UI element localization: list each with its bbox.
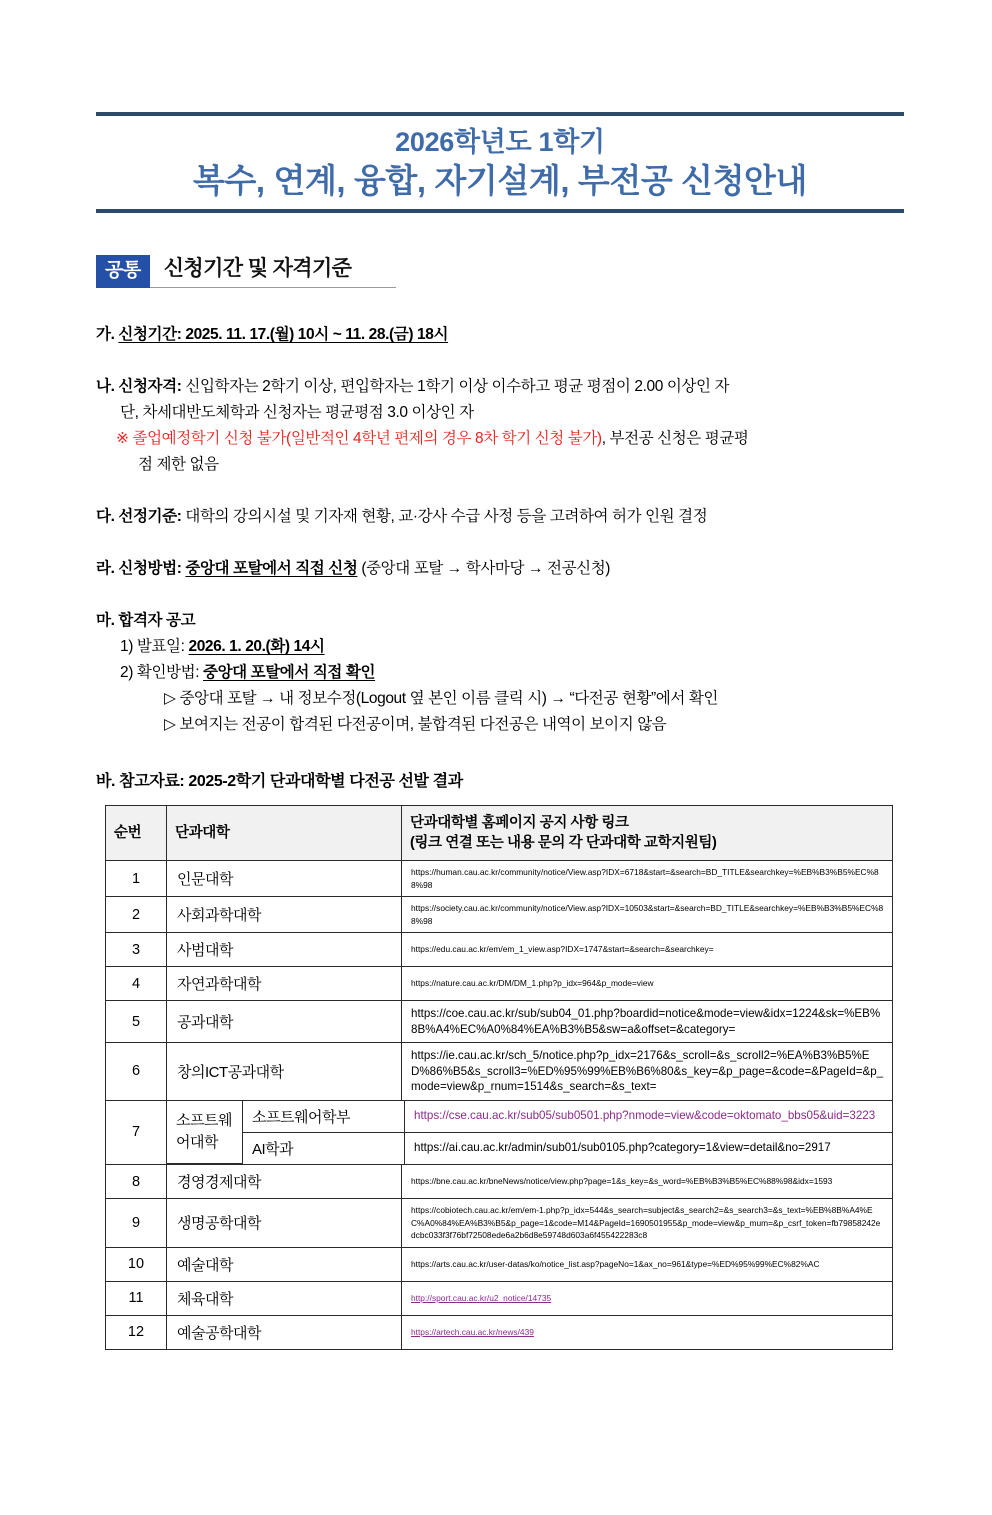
cell-no: 2	[106, 897, 167, 933]
item-f-text: 2025-2학기 단과대학별 다전공 선발 결과	[188, 773, 463, 790]
item-d-rest: (중앙대 포탈 → 학사마당 → 전공신청)	[361, 560, 611, 577]
table-row	[106, 1315, 893, 1349]
cell-college: 사회과학대학	[167, 897, 402, 933]
cell-department: 소프트웨어학부	[243, 1101, 405, 1133]
item-b-marker: 나.	[96, 378, 115, 395]
cell-no: 9	[106, 1199, 167, 1248]
cell-link[interactable]	[405, 1132, 893, 1164]
item-e-bullet-2	[96, 712, 904, 738]
table-row	[106, 933, 893, 967]
item-d-marker: 라.	[96, 560, 115, 577]
cell-college: 예술공학대학	[167, 1315, 402, 1349]
table-row	[106, 1199, 893, 1248]
item-e-bullet-2-text: 보여지는 전공이 합격된 다전공이며, 불합격된 다전공은 내역이 보이지 않음	[179, 716, 667, 733]
section-badge: 공통	[96, 255, 150, 288]
item-e-sub-2	[96, 660, 904, 686]
cell-no: 4	[106, 967, 167, 1001]
item-a-marker: 가.	[96, 326, 115, 343]
cell-link[interactable]	[402, 933, 893, 967]
item-b	[96, 374, 904, 478]
title-line-2: 복수, 연계, 융합, 자기설계, 부전공 신청안내	[192, 162, 808, 199]
table-header-row	[106, 806, 893, 861]
subtable-row	[167, 1101, 892, 1133]
item-b-line-1	[96, 374, 904, 400]
item-b-note-marker: ※	[116, 430, 129, 447]
cell-college: 예술대학	[167, 1247, 402, 1281]
table-row	[106, 1165, 893, 1199]
table-row	[106, 861, 893, 897]
item-b-label: 신청자격:	[118, 378, 182, 395]
software-college-subtable	[167, 1101, 892, 1165]
cell-no: 1	[106, 861, 167, 897]
cell-no: 6	[106, 1043, 167, 1101]
cell-link[interactable]	[405, 1101, 893, 1133]
item-f-label: 참고자료:	[119, 773, 185, 790]
table-row	[106, 1100, 893, 1165]
title-line-1: 2026학년도 1학기	[395, 127, 605, 157]
cell-college: 경영경제대학	[167, 1165, 402, 1199]
college-links-table	[105, 805, 893, 1350]
item-e-sub-2-marker: 2)	[120, 664, 133, 681]
title-rule-bottom	[96, 209, 904, 213]
item-d-underlined: 중앙대 포탈에서 직접 신청	[185, 560, 358, 577]
cell-college-line-2: 어대학	[176, 1133, 218, 1151]
cell-college: 자연과학대학	[167, 967, 402, 1001]
cell-no: 5	[106, 1001, 167, 1043]
item-e-marker: 마.	[96, 612, 115, 629]
cell-link[interactable]	[402, 861, 893, 897]
col-header-link	[402, 806, 893, 861]
item-e	[96, 608, 904, 738]
triangle-bullet-icon-1: ▷	[164, 690, 176, 707]
item-e-sub-1	[96, 634, 904, 660]
col-header-link-line-2: (링크 연결 또는 내용 문의 각 단과대학 교학지원팀)	[410, 835, 717, 851]
table-row	[106, 1281, 893, 1315]
link-text[interactable]: https://cobiotech.cau.ac.kr/em/em-1.php?p_idx=544&s_search=subject&s_search2=&s_search3=&s_text=%EB%8B%A4%EC%A0%84%EA%B3%B5&p_page=1&code=M14&PageId=1690501955&p_mode=view&p_mum=&p_csrf_token=fb79858242edcbc033f3f76bf72508ede6a2b6d8e59748d603a6f455422283c8	[411, 1205, 881, 1240]
item-b-text-1: 신입학자는 2학기 이상, 편입학자는 1학기 이상 이수하고 평균 평점이 2.00 이상인 자	[185, 378, 730, 395]
cell-college: 생명공학대학	[167, 1199, 402, 1248]
item-d-label: 신청방법:	[118, 560, 182, 577]
link-text[interactable]: https://ai.cau.ac.kr/admin/sub01/sub0105.php?category=1&view=detail&no=2917	[414, 1141, 831, 1155]
item-b-note	[96, 426, 904, 452]
item-e-label: 합격자 공고	[118, 612, 196, 629]
table-row	[106, 1247, 893, 1281]
cell-link[interactable]	[402, 1281, 893, 1315]
cell-college-line-1: 소프트웨	[176, 1111, 232, 1129]
item-c	[96, 504, 904, 530]
cell-no: 11	[106, 1281, 167, 1315]
item-b-note-rest: , 부전공 신청은 평균평	[601, 430, 749, 447]
link-text[interactable]: https://bne.cau.ac.kr/bneNews/notice/view.php?page=1&s_key=&s_word=%EB%B3%B5%EC%88%98&idx=1593	[411, 1176, 833, 1187]
item-e-bullet-1	[96, 686, 904, 712]
col-header-link-line-1: 단과대학별 홈페이지 공지 사항 링크	[410, 815, 629, 831]
table-head	[106, 806, 893, 861]
cell-no: 3	[106, 933, 167, 967]
cell-link[interactable]	[402, 1315, 893, 1349]
link-text[interactable]: https://coe.cau.ac.kr/sub/sub04_01.php?boardid=notice&mode=view&idx=1224&sk=%EB%8B%A4%EC%A0%84%EA%B3%B5&sw=a&offset=&category=	[411, 1007, 881, 1036]
item-a	[96, 322, 904, 348]
cell-college: 사범대학	[167, 933, 402, 967]
table-row	[106, 1001, 893, 1043]
item-e-sub-1-label: 발표일:	[136, 638, 185, 655]
cell-college: 체육대학	[167, 1281, 402, 1315]
item-e-sub-2-label: 확인방법:	[136, 664, 200, 681]
item-c-label: 선정기준:	[118, 508, 182, 525]
cell-no: 12	[106, 1315, 167, 1349]
col-header-college: 단과대학	[167, 806, 402, 861]
cell-college: 창의ICT공과대학	[167, 1043, 402, 1101]
section-header	[96, 255, 396, 288]
link-text[interactable]: https://artech.cau.ac.kr/news/439	[411, 1326, 534, 1337]
item-c-marker: 다.	[96, 508, 115, 525]
cell-college: 인문대학	[167, 861, 402, 897]
cell-link[interactable]	[402, 1165, 893, 1199]
item-b-note-rest-2: 점 제한 없음	[138, 456, 219, 473]
col-header-no: 순번	[106, 806, 167, 861]
item-e-sub-1-value: 2026. 1. 20.(화) 14시	[188, 638, 325, 655]
link-text[interactable]: https://nature.cau.ac.kr/DM/DM_1.php?p_idx=964&p_mode=view	[411, 978, 654, 989]
cell-link[interactable]	[402, 1043, 893, 1101]
cell-no: 7	[106, 1100, 167, 1165]
table-row	[106, 897, 893, 933]
item-e-head	[96, 608, 904, 634]
cell-college	[167, 1101, 243, 1164]
table-body	[106, 861, 893, 1350]
item-a-label: 신청기간: 2025. 11. 17.(월) 10시 ~ 11. 28.(금) 18시	[118, 326, 449, 343]
cell-no: 8	[106, 1165, 167, 1199]
cell-link[interactable]	[402, 967, 893, 1001]
link-text[interactable]: http://sport.cau.ac.kr/u2_notice/14735	[411, 1292, 552, 1303]
item-b-line-2: 단, 차세대반도체학과 신청자는 평균평점 3.0 이상인 자	[120, 404, 474, 421]
item-e-sub-2-value: 중앙대 포탈에서 직접 확인	[203, 664, 376, 681]
cell-no: 10	[106, 1247, 167, 1281]
cell-department: AI학과	[243, 1132, 405, 1164]
link-text[interactable]: https://ie.cau.ac.kr/sch_5/notice.php?p_idx=2176&s_scroll=&s_scroll2=%EA%B3%B5%ED%86%B5&s_scroll3=%ED%95%99%EB%B6%80&s_key=&p_page=&code=&PageId=&p_mode=view&p_rnum=1514&s_search=&s_text=	[411, 1049, 884, 1093]
item-f-marker: 바.	[96, 773, 116, 790]
cell-link[interactable]	[402, 897, 893, 933]
section-title-wrap	[150, 257, 396, 288]
cell-college-split	[167, 1100, 893, 1165]
link-text[interactable]: https://human.cau.ac.kr/community/notice/View.asp?IDX=6718&start=&search=BD_TITLE&searchkey=%EB%B3%B5%EC%88%98	[411, 867, 879, 890]
item-d	[96, 556, 904, 582]
body-content	[96, 322, 904, 738]
section-title: 신청기간 및 자격기준	[163, 257, 352, 280]
link-text[interactable]: https://society.cau.ac.kr/community/notice/View.asp?IDX=10503&start=&search=BD_TITLE&searchkey=%EB%B3%B5%EC%88%98	[411, 903, 884, 926]
item-b-note-red: 졸업예정학기 신청 불가(일반적인 4학년 편제의 경우 8차 학기 신청 불가)	[132, 430, 602, 447]
item-e-sub-1-marker: 1)	[120, 638, 133, 655]
cell-link[interactable]	[402, 1247, 893, 1281]
table-row	[106, 1043, 893, 1101]
link-text[interactable]: https://arts.cau.ac.kr/user-datas/ko/notice_list.asp?pageNo=1&ax_no=961&type=%ED%95%99%EC%82%AC	[411, 1258, 820, 1269]
link-text[interactable]: https://cse.cau.ac.kr/sub05/sub0501.php?nmode=view&code=oktomato_bbs05&uid=3223	[414, 1109, 876, 1123]
triangle-bullet-icon-2: ▷	[164, 716, 176, 733]
item-e-bullet-1-text: 중앙대 포탈 → 내 정보수정(Logout 옆 본인 이름 클릭 시) → “다전공 현황”에서 확인	[179, 690, 718, 707]
subtable-row	[167, 1132, 892, 1164]
item-f	[96, 768, 992, 791]
link-text[interactable]: https://edu.cau.ac.kr/em/em_1_view.asp?IDX=1747&start=&search=&searchkey=	[411, 944, 714, 955]
document-page	[0, 112, 992, 1515]
cell-college: 공과대학	[167, 1001, 402, 1043]
cell-link[interactable]	[402, 1199, 893, 1248]
document-title-block	[96, 112, 904, 213]
cell-link[interactable]	[402, 1001, 893, 1043]
table-row	[106, 967, 893, 1001]
item-c-text: 대학의 강의시설 및 기자재 현황, 교·강사 수급 사정 등을 고려하여 허가 인원 결정	[185, 508, 708, 525]
